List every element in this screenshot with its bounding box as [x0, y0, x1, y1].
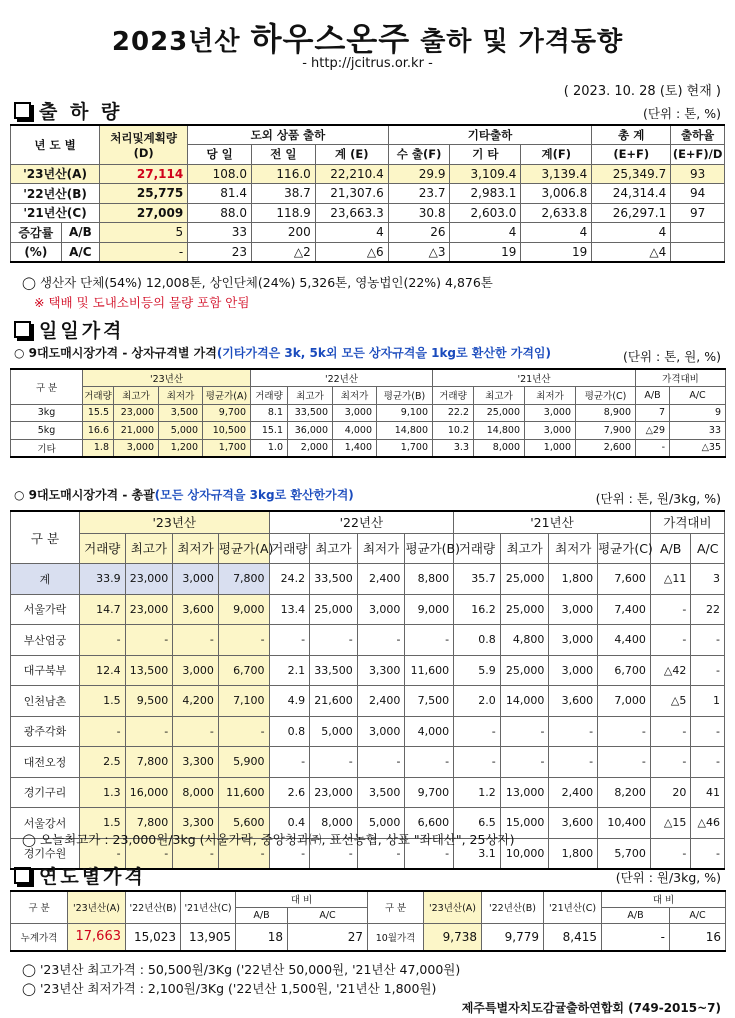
table-cell: 5,600 — [218, 808, 269, 839]
checkbox-square-icon — [14, 102, 31, 119]
table-cell: 3,500 — [357, 777, 405, 808]
table-cell: 16,000 — [125, 777, 173, 808]
table-cell: 0.8 — [454, 625, 501, 656]
table-cell: - — [691, 838, 725, 869]
table-cell: - — [650, 747, 691, 778]
table-cell: 6,700 — [598, 655, 651, 686]
table-cell: 1.5 — [79, 686, 125, 717]
table-cell: 9,700 — [405, 777, 454, 808]
table-cell: - — [691, 655, 725, 686]
table-row: 증감률 A/B 5 33 200 4 26 4 4 4 — [11, 223, 725, 243]
table-cell: 7,400 — [598, 594, 651, 625]
table-cell: 9,000 — [405, 594, 454, 625]
table-cell: 7,000 — [598, 686, 651, 717]
yearly-high-note: ◯ '23년산 최고가격 : 50,500원/3Kg ('22년산 50,000원, '21년산 47,000원) — [22, 962, 461, 977]
col-day: 당 일 — [188, 145, 252, 165]
table-cell: 10,400 — [598, 808, 651, 839]
market-summary-subtitle: ○ 9대도매시장가격 - 총괄(모든 상자규격을 3kg로 환산한가격) — [14, 488, 354, 502]
table-cell: 2.1 — [269, 655, 310, 686]
table-cell: 3,600 — [549, 686, 598, 717]
table-row — [11, 686, 725, 717]
table-cell: - — [549, 747, 598, 778]
table-cell: 1 — [691, 686, 725, 717]
table-cell: 0.4 — [269, 808, 310, 839]
table-cell: 7,100 — [218, 686, 269, 717]
table-cell: 3,600 — [549, 808, 598, 839]
table-cell: 11,600 — [218, 777, 269, 808]
table-row — [11, 777, 725, 808]
table-cell: 25,000 — [310, 594, 358, 625]
table-cell: △5 — [650, 686, 691, 717]
table-cell: - — [549, 716, 598, 747]
table-cell: 서울강서 — [11, 808, 80, 839]
table-row — [11, 564, 725, 595]
table-cell: 12.4 — [79, 655, 125, 686]
table-cell: - — [173, 716, 219, 747]
table-cell: 8,200 — [598, 777, 651, 808]
table-cell: - — [454, 716, 501, 747]
table-row — [11, 404, 726, 422]
yearly-price-table: 구 분 '23년산(A) '22년산(B) '21년산(C) 대 비 구 분 '23년산(A) '22년산(B) '21년산(C) 대 비 A/B A/C A/B A/C 누계가격 17,663 15,023 13,905 18 27 10월가격 9,738 9,779 8,415 - 16 — [10, 890, 726, 952]
col-etc: 기 타 — [450, 145, 521, 165]
circle-bullet-icon: ◯ — [22, 832, 40, 847]
table-cell: 6.5 — [454, 808, 501, 839]
table-cell: 14,800 — [377, 422, 433, 440]
table-cell: - — [405, 625, 454, 656]
table-cell: 부산엄궁 — [11, 625, 80, 656]
table-cell: 2,600 — [576, 439, 636, 457]
table-cell: △29 — [636, 422, 670, 440]
col-sum-f: 계(F) — [521, 145, 592, 165]
table-cell: 9,100 — [377, 404, 433, 422]
table-cell: 4,000 — [405, 716, 454, 747]
report-date: ( 2023. 10. 28 (토) 현재 ) — [563, 84, 721, 99]
table-cell: 3,300 — [173, 747, 219, 778]
site-url: - http://jcitrus.or.kr - — [302, 56, 433, 71]
table-cell: 2.6 — [269, 777, 310, 808]
table-cell: - — [173, 625, 219, 656]
table-cell: 3,000 — [357, 594, 405, 625]
table-row — [11, 625, 725, 656]
page-title: 2023년산 하우스온주 출하 및 가격동향 — [111, 20, 624, 58]
producer-note: ◯ 생산자 단체(54%) 12,008톤, 상인단체(24%) 5,326톤, 영농법인(22%) 4,876톤 — [22, 275, 493, 290]
table-cell: 25,000 — [500, 655, 549, 686]
table-cell: 1.5 — [79, 808, 125, 839]
table-cell: 광주각화 — [11, 716, 80, 747]
table-cell: 10.2 — [433, 422, 474, 440]
checkbox-square-icon — [14, 867, 31, 884]
table-cell: 5,900 — [218, 747, 269, 778]
table-cell: - — [650, 838, 691, 869]
table-cell: 인천남촌 — [11, 686, 80, 717]
table-cell: △35 — [670, 439, 726, 457]
table-row — [11, 439, 726, 457]
table-cell: - — [691, 747, 725, 778]
table-cell: 7,900 — [576, 422, 636, 440]
table-cell: 서울가락 — [11, 594, 80, 625]
table-row: '23년산(A) 27,114 108.0 116.0 22,210.4 29.9 3,109.4 3,139.4 25,349.7 93 — [11, 164, 725, 184]
table-cell: 8.1 — [251, 404, 288, 422]
table-row — [11, 747, 725, 778]
table-cell: 9,700 — [203, 404, 251, 422]
table-cell: 23,000 — [114, 404, 159, 422]
table-cell: 3kg — [11, 404, 83, 422]
table-cell: 7,800 — [125, 808, 173, 839]
table-cell: 21,000 — [114, 422, 159, 440]
table-cell: 3,000 — [549, 655, 598, 686]
table-cell: 25,000 — [500, 564, 549, 595]
table-cell: 8,800 — [405, 564, 454, 595]
table-cell: 1.3 — [79, 777, 125, 808]
col-plan: 처리및계획량 (D) — [100, 125, 188, 164]
table-cell: 41 — [691, 777, 725, 808]
table-cell: - — [357, 747, 405, 778]
table-cell: 7 — [636, 404, 670, 422]
table-row — [11, 422, 726, 440]
table-cell: - — [79, 716, 125, 747]
table-cell: 11,600 — [405, 655, 454, 686]
table-cell: △11 — [650, 564, 691, 595]
table-cell: 2,000 — [288, 439, 333, 457]
table-cell: - — [173, 838, 219, 869]
table-cell: - — [310, 625, 358, 656]
table-cell: 3,000 — [525, 404, 576, 422]
table-cell: 23,000 — [310, 777, 358, 808]
col-other: 기타출하 — [388, 125, 592, 145]
table-cell: 33.9 — [79, 564, 125, 595]
section-shipment-heading: 출 하 량 — [14, 97, 122, 124]
table-cell: 9 — [670, 404, 726, 422]
col-gubun: 구 분 — [11, 369, 83, 404]
table-cell: 2.5 — [79, 747, 125, 778]
table-cell: 24.2 — [269, 564, 310, 595]
table-cell: 3,300 — [357, 655, 405, 686]
col-prev: 전 일 — [251, 145, 315, 165]
table-cell: 3,000 — [549, 625, 598, 656]
table-cell: 5,000 — [159, 422, 203, 440]
table-cell: 1,700 — [377, 439, 433, 457]
shipment-table — [10, 124, 725, 263]
table-cell: 21,600 — [310, 686, 358, 717]
table-cell: - — [598, 716, 651, 747]
col-total: 총 계 — [592, 125, 671, 145]
table-cell: 2,400 — [549, 777, 598, 808]
table-cell: - — [125, 716, 173, 747]
table-cell: 7,500 — [405, 686, 454, 717]
table-cell: 3,000 — [173, 564, 219, 595]
table-cell: 3.1 — [454, 838, 501, 869]
table-row: '21년산(C) 27,009 88.0 118.9 23,663.3 30.8 2,603.0 2,633.8 26,297.1 97 — [11, 203, 725, 223]
table-cell: 4,400 — [598, 625, 651, 656]
table-cell: △46 — [691, 808, 725, 839]
table-cell: 8,000 — [310, 808, 358, 839]
table-cell: 15,000 — [500, 808, 549, 839]
table-cell: - — [357, 625, 405, 656]
table-cell: - — [218, 838, 269, 869]
table-cell: 1.0 — [251, 439, 288, 457]
table-cell: 2.0 — [454, 686, 501, 717]
table-cell: 0.8 — [269, 716, 310, 747]
table-cell: 25,000 — [474, 404, 525, 422]
table-cell: 9,000 — [218, 594, 269, 625]
table-cell: 3,000 — [333, 404, 377, 422]
table-cell: - — [269, 838, 310, 869]
table-cell: 3,000 — [357, 716, 405, 747]
col-rate: 출하율 — [671, 125, 725, 145]
table-cell: 3,300 — [173, 808, 219, 839]
table-cell: 1,800 — [549, 564, 598, 595]
table-cell: 대구북부 — [11, 655, 80, 686]
table-cell: 9,500 — [125, 686, 173, 717]
table-cell: - — [598, 747, 651, 778]
table-cell: 2,400 — [357, 686, 405, 717]
table-cell: 6,600 — [405, 808, 454, 839]
table-cell: 경기구리 — [11, 777, 80, 808]
col-export: 수 출(F) — [388, 145, 450, 165]
table-cell: 8,000 — [173, 777, 219, 808]
table-cell: 33 — [670, 422, 726, 440]
table-cell: 13.4 — [269, 594, 310, 625]
table-cell: 14,800 — [474, 422, 525, 440]
table-cell: △42 — [650, 655, 691, 686]
col-efd: (E+F)/D — [671, 145, 725, 165]
footer-org: 제주특별자치도감귤출하연합회 (749-2015~7) — [461, 1001, 721, 1015]
table-row: (%) A/C - 23 △2 △6 △3 19 19 △4 — [11, 242, 725, 262]
table-cell: - — [454, 747, 501, 778]
col-out: 도외 상품 출하 — [188, 125, 389, 145]
table-cell: 23,000 — [125, 564, 173, 595]
box-price-table: 구 분 '23년산 '22년산 '21년산 가격대비 거래량 최고가 최저가 평균가(A) 거래량 최고가 최저가 평균가(B) 거래량 최고가 최저가 평균가(C) A/B A/C 3kg 15.5 23,000 3,500 9,700 8.1 33,500 3,000 9,100 22.2 25,000 3,000 8,900 7 9 5kg 16.6 21,000 5,000 10,500 15.1 36,000 4,000 14,800 10.2 14,800 3,000 7,900 △29 33 기타 1.8 3,000 1,200 1,700 1.0 2,000 1,400 1,700 3.3 8,000 1,000 2,600 - △35 — [10, 368, 726, 458]
table-cell: 1.8 — [83, 439, 114, 457]
table-cell: 10,000 — [500, 838, 549, 869]
table-cell: 13,000 — [500, 777, 549, 808]
table-cell: - — [405, 838, 454, 869]
yearly-unit: (단위 : 원/3kg, %) — [615, 870, 721, 885]
table-cell: 5kg — [11, 422, 83, 440]
table-cell: - — [269, 625, 310, 656]
table-cell: 6,700 — [218, 655, 269, 686]
table-row — [11, 655, 725, 686]
table-cell: 15.5 — [83, 404, 114, 422]
table-row: 누계가격 17,663 15,023 13,905 18 27 10월가격 9,738 9,779 8,415 - 16 — [11, 923, 726, 951]
table-cell: 16.2 — [454, 594, 501, 625]
table-cell: 1,700 — [203, 439, 251, 457]
table-cell: 8,000 — [474, 439, 525, 457]
table-cell: - — [691, 625, 725, 656]
table-row — [11, 594, 725, 625]
table-row: '22년산(B) 25,775 81.4 38.7 21,307.6 23.7 2,983.1 3,006.8 24,314.4 94 — [11, 184, 725, 204]
circle-bullet-icon: ◯ — [22, 962, 40, 977]
table-cell: 14,000 — [500, 686, 549, 717]
table-cell: 15.1 — [251, 422, 288, 440]
table-cell: 7,800 — [218, 564, 269, 595]
table-cell: 1,200 — [159, 439, 203, 457]
table-cell: - — [357, 838, 405, 869]
table-cell: 대전오정 — [11, 747, 80, 778]
table-cell: 4,200 — [173, 686, 219, 717]
table-cell: 22.2 — [433, 404, 474, 422]
table-cell: 22 — [691, 594, 725, 625]
table-cell: 3,000 — [173, 655, 219, 686]
table-cell: 3 — [691, 564, 725, 595]
table-cell: 4,800 — [500, 625, 549, 656]
table-cell: 33,500 — [310, 655, 358, 686]
table-cell: - — [500, 747, 549, 778]
checkbox-square-icon — [14, 321, 31, 338]
table-cell: 5,000 — [310, 716, 358, 747]
section-daily-heading: 일일가격 — [14, 316, 124, 343]
col-year: 년 도 별 — [11, 125, 100, 164]
table-cell: 20 — [650, 777, 691, 808]
circle-bullet-icon: ◯ — [22, 275, 40, 290]
table-cell: - — [269, 747, 310, 778]
table-cell: - — [636, 439, 670, 457]
table-cell: 4,000 — [333, 422, 377, 440]
table-cell: - — [650, 716, 691, 747]
market-summary-unit: (단위 : 톤, 원/3kg, %) — [595, 491, 721, 506]
table-cell: 33,500 — [310, 564, 358, 595]
table-cell: 3,500 — [159, 404, 203, 422]
box-price-subtitle: ○ 9대도매시장가격 - 상자규격별 가격(기타가격은 3k, 5k외 모든 상자규격을 1kg로 환산한 가격임) — [14, 346, 552, 360]
table-cell: 10,500 — [203, 422, 251, 440]
table-cell: - — [218, 625, 269, 656]
table-cell: 5.9 — [454, 655, 501, 686]
yearly-low-note: ◯ '23년산 최저가격 : 2,100원/3Kg ('22년산 1,500원, '21년산 1,800원) — [22, 981, 437, 996]
table-cell: - — [79, 838, 125, 869]
table-cell: 3,000 — [114, 439, 159, 457]
table-cell: 5,700 — [598, 838, 651, 869]
table-cell: 35.7 — [454, 564, 501, 595]
table-cell: - — [218, 716, 269, 747]
table-cell: - — [650, 594, 691, 625]
table-cell: 1.2 — [454, 777, 501, 808]
table-cell: 3.3 — [433, 439, 474, 457]
table-cell: 7,600 — [598, 564, 651, 595]
box-price-unit: (단위 : 톤, 원, %) — [623, 349, 721, 364]
table-cell: 경기수원 — [11, 838, 80, 869]
table-cell: 2,400 — [357, 564, 405, 595]
col-ef: (E+F) — [592, 145, 671, 165]
table-cell: 기타 — [11, 439, 83, 457]
table-cell: - — [310, 838, 358, 869]
table-cell: 13,500 — [125, 655, 173, 686]
table-cell: 3,000 — [525, 422, 576, 440]
table-cell: - — [79, 625, 125, 656]
table-cell: - — [500, 716, 549, 747]
market-summary-table: 구 분 '23년산 '22년산 '21년산 가격대비 거래량 최고가 최저가 평균가(A) 거래량 최고가 최저가 평균가(B) 거래량 최고가 최저가 평균가(C) A/B A/C 계 33.9 23,000 3,000 7,800 24.2 33,500 2,400 8,800 35.7 25,000 1,800 7,600 △11 3 서울가락 14.7 23,000 3,600 9,000 13.4 25,000 3,000 9,000 16.2 25,000 3,000 7,400 - 22 부산엄궁 - - - - - - - - 0.8 4,800 3,000 4,400 - - 대구북부 12.4 13,500 3,000 6,700 2.1 33,500 3,300 11,600 5.9 25,000 3,000 6,700 △42 - 인천남촌 1.5 9,500 4,200 7,100 4.9 21,600 2,400 7,500 2.0 14,000 3,600 7,000 △5 1 광주각화 - - - - 0.8 5,000 3,000 4,000 - - - - - - 대전오정 2.5 7,800 3,300 5,900 - - - - - - - - - - 경기구리 1.3 16,000 8,000 11,600 2.6 23,000 3,500 9,700 1.2 13,000 2,400 8,200 20 41 서울강서 1.5 7,800 3,300 5,600 0.4 8,000 5,000 6,600 6.5 15,000 3,600 10,400 △15 △46 경기수원 - - - - - - - - 3.1 10,000 1,800 5,700 - - — [10, 510, 725, 870]
table-cell: 14.7 — [79, 594, 125, 625]
table-row — [11, 716, 725, 747]
table-cell: 1,400 — [333, 439, 377, 457]
delivery-note: ※ 택배 및 도내소비등의 물량 포함 안됨 — [34, 295, 250, 310]
shipment-unit: (단위 : 톤, %) — [643, 106, 721, 121]
table-cell: 8,900 — [576, 404, 636, 422]
table-cell: - — [125, 625, 173, 656]
section-yearly-heading: 연도별가격 — [14, 862, 146, 889]
table-cell: 5,000 — [357, 808, 405, 839]
col-sum-e: 계 (E) — [315, 145, 388, 165]
circle-bullet-icon: ◯ — [22, 981, 40, 996]
table-cell: 7,800 — [125, 747, 173, 778]
col-gubun: 구 분 — [11, 511, 80, 564]
table-cell: - — [310, 747, 358, 778]
table-cell: - — [405, 747, 454, 778]
table-cell: - — [125, 838, 173, 869]
table-cell: 36,000 — [288, 422, 333, 440]
table-cell: △15 — [650, 808, 691, 839]
table-cell: 계 — [11, 564, 80, 595]
table-cell: 1,800 — [549, 838, 598, 869]
table-cell: 33,500 — [288, 404, 333, 422]
table-cell: 4.9 — [269, 686, 310, 717]
table-cell: 1,000 — [525, 439, 576, 457]
table-cell: 16.6 — [83, 422, 114, 440]
table-cell: - — [691, 716, 725, 747]
table-cell: 23,000 — [125, 594, 173, 625]
table-cell: 3,000 — [549, 594, 598, 625]
today-high-note: ◯ 오늘최고가 : 23,000원/3kg (서울가락, 중앙청과㈜, 표선농협, 상표 "좌태산", 25상자) — [22, 832, 515, 847]
table-cell: 3,600 — [173, 594, 219, 625]
table-cell: 25,000 — [500, 594, 549, 625]
table-cell: - — [650, 625, 691, 656]
